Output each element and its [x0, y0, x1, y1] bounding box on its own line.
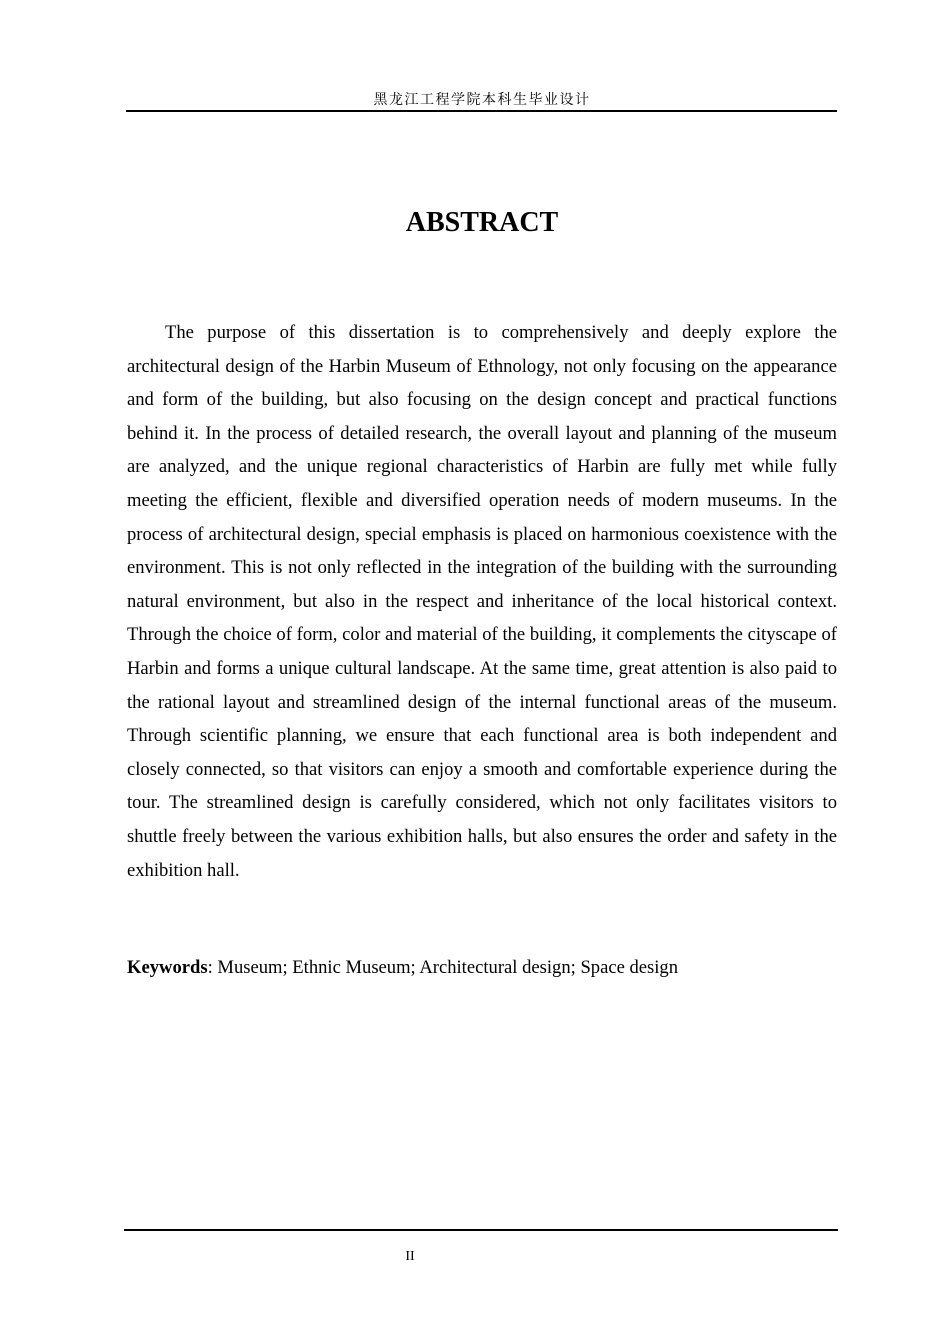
keywords-label: Keywords	[127, 957, 208, 978]
header-divider	[126, 110, 837, 112]
footer-divider	[124, 1229, 838, 1231]
page-title: ABSTRACT	[405, 207, 559, 238]
keywords-separator: :	[207, 957, 218, 978]
page-header: 黑龙江工程学院本科生毕业设计	[373, 92, 591, 108]
keywords-value: Museum; Ethnic Museum; Architectural design; Space design	[217, 957, 679, 978]
keywords-line	[127, 951, 837, 985]
abstract-body: The purpose of this dissertation is to comprehensively and deeply explore the architectural design of the Harbin Museum of Ethnology, not only focusing on the appearance and form of the building, but also focusing on the design concept and practical functions behind it. In the process of detailed research, the overall layout and planning of the museum are analyzed, and the unique regional characteristics of Harbin are fully met while fully meeting the efficient, flexible and diversified operation needs of modern museums. In the process of architectural design, special emphasis is placed on harmonious coexistence with the environment. This is not only reflected in the integration of the building with the surrounding natural environment, but also in the respect and inheritance of the local historical context. Through the choice of form, color and material of the building, it complements the cityscape of Harbin and forms a unique cultural landscape. At the same time, great attention is also paid to the rational layout and streamlined design of the internal functional areas of the museum. Through scientific planning, we ensure that each functional area is both independent and closely connected, so that visitors can enjoy a smooth and comfortable experience during the tour. The streamlined design is carefully considered, which not only facilitates visitors to shuttle freely between the various exhibition halls, but also ensures the order and safety in the exhibition hall.	[127, 322, 837, 881]
page-number: II	[405, 1249, 415, 1264]
